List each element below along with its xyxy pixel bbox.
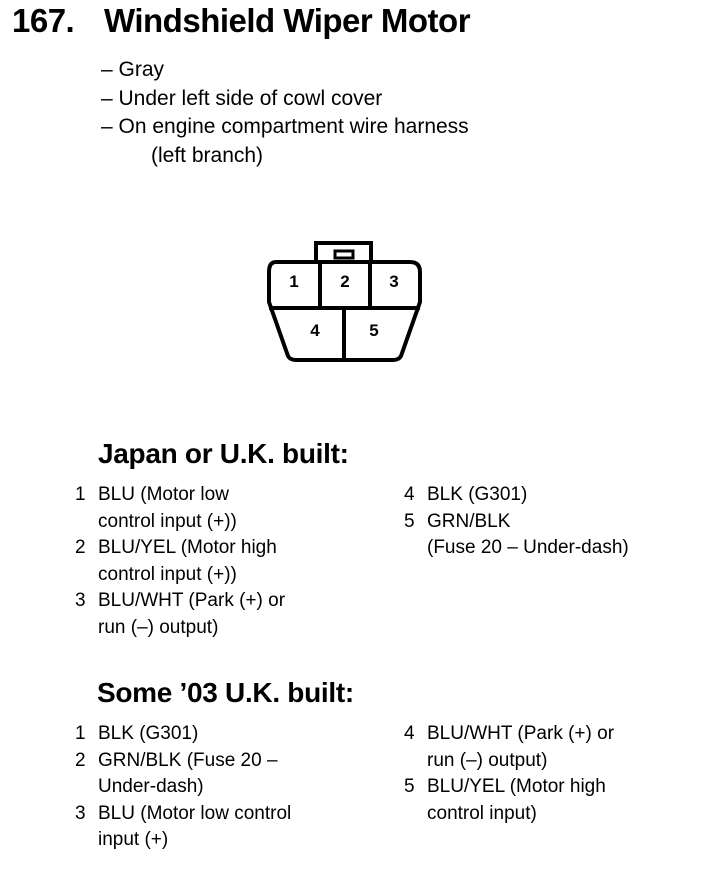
note-color: – Gray <box>101 58 165 81</box>
note-branch: (left branch) <box>151 143 264 167</box>
pin-desc-line: BLU/YEL (Motor high <box>98 537 277 558</box>
pin-number: 1 <box>75 484 86 505</box>
pin-entry <box>404 509 629 562</box>
pin-entry <box>404 774 614 827</box>
pin-entry <box>75 721 291 748</box>
pin-desc-line: BLK (G301) <box>98 723 199 744</box>
pin-desc-line: Under-dash) <box>98 776 204 797</box>
pin-desc-line: run (–) output) <box>98 616 219 638</box>
pin-entry <box>404 482 629 509</box>
pin-list-some-03-uk-left <box>75 721 291 854</box>
location-notes <box>101 56 469 170</box>
pin-label-2: 2 <box>340 272 350 291</box>
pin-desc-line: BLU (Motor low control <box>98 802 292 824</box>
pin-list-japan-uk-left <box>75 482 285 641</box>
pin-desc-line: BLU/WHT (Park (+) or <box>427 723 615 744</box>
pin-desc-line: BLK (G301) <box>427 484 528 505</box>
pin-entry <box>75 535 285 588</box>
pin-desc-line: BLU (Motor low <box>98 484 229 505</box>
section-heading-some-03-uk: Some ’03 U.K. built: <box>97 677 354 708</box>
pin-entry <box>75 482 285 535</box>
connector-face <box>263 240 423 365</box>
note-location: – Under left side of cowl cover <box>101 86 383 110</box>
pin-label-5: 5 <box>369 321 379 340</box>
pin-desc-line: control input (+)) <box>98 563 237 585</box>
pin-number: 4 <box>404 723 415 744</box>
pin-label-3: 3 <box>389 272 399 291</box>
pin-number: 1 <box>75 723 86 744</box>
pin-desc-line: GRN/BLK (Fuse 20 – <box>98 749 278 771</box>
pin-list-japan-uk-right <box>404 482 629 562</box>
pin-desc-line: input (+) <box>98 829 169 850</box>
title-number: 167. <box>12 2 75 39</box>
pin-desc-line: BLU/WHT (Park (+) or <box>98 590 286 611</box>
pin-label-4: 4 <box>310 321 320 340</box>
pin-entry <box>75 748 291 801</box>
pin-label-1: 1 <box>289 272 299 291</box>
pin-list-some-03-uk-right <box>404 721 614 827</box>
connector-diagram <box>263 240 423 370</box>
pin-number: 3 <box>75 590 86 611</box>
pin-number: 5 <box>404 776 415 797</box>
pin-number: 5 <box>404 510 415 532</box>
pin-entry <box>75 588 285 641</box>
pin-desc-line: (Fuse 20 – Under-dash) <box>427 537 629 558</box>
pin-desc-line: control input) <box>427 802 537 824</box>
pin-desc-line: control input (+)) <box>98 510 237 532</box>
pin-number: 3 <box>75 802 86 824</box>
pin-desc-line: GRN/BLK <box>427 510 511 532</box>
pin-number: 2 <box>75 749 86 771</box>
pin-number: 4 <box>404 484 415 505</box>
pin-desc-line: run (–) output) <box>427 749 548 771</box>
latch-slot <box>335 251 353 258</box>
pin-entry <box>404 721 614 774</box>
pin-entry <box>75 801 291 854</box>
pin-number: 2 <box>75 537 86 558</box>
pin-desc-line: BLU/YEL (Motor high <box>427 776 606 797</box>
section-heading-japan-uk: Japan or U.K. built: <box>98 438 349 469</box>
title-text: Windshield Wiper Motor <box>104 2 471 39</box>
note-harness: – On engine compartment wire harness <box>101 115 469 138</box>
page-title <box>12 2 470 40</box>
